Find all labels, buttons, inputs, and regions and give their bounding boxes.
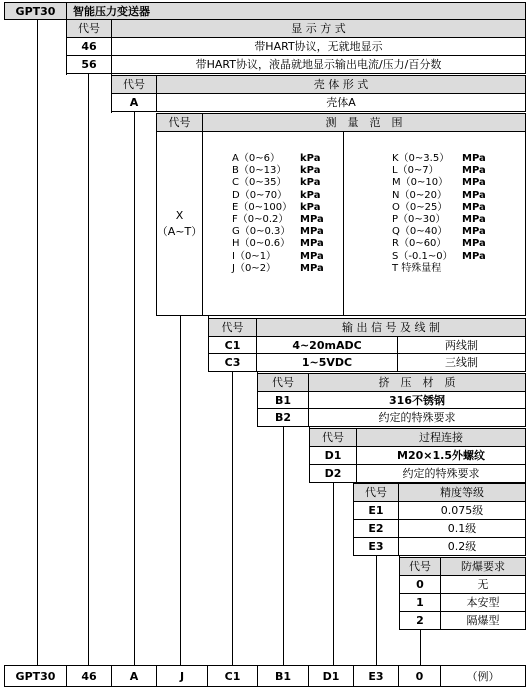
range-value: J（0~2） — [232, 262, 277, 274]
s3-code-header: 代号 — [156, 113, 203, 132]
s5-code-b1: B1 — [257, 391, 309, 409]
range-unit: MPa — [462, 177, 486, 189]
s3-x-range: （A~T） — [156, 224, 203, 238]
range-item — [232, 251, 324, 263]
range-item — [392, 226, 486, 238]
s3-code-x — [156, 131, 203, 316]
range-value: K（0~3.5） — [392, 153, 450, 164]
connector-line — [180, 315, 181, 665]
range-value: N（0~20） — [392, 189, 447, 201]
range-value: L（0~7） — [392, 165, 439, 177]
connector-line — [232, 371, 233, 665]
range-unit: MPa — [462, 153, 486, 164]
range-item — [392, 214, 486, 226]
s1-title: 显 示 方 式 — [111, 19, 526, 38]
connector-line — [111, 73, 112, 113]
s7-code-e3: E3 — [353, 537, 399, 556]
s6-title: 过程连接 — [356, 428, 526, 447]
s1-text-46: 带HART协议，无就地显示 — [111, 37, 526, 56]
s7-code-header: 代号 — [353, 483, 399, 502]
range-item — [392, 177, 486, 189]
s7-code-e1: E1 — [353, 501, 399, 520]
example-code-display: 46 — [66, 665, 112, 687]
s8-code-2: 2 — [399, 611, 441, 630]
s4-code-c1: C1 — [208, 336, 257, 354]
range-unit: MPa — [300, 238, 324, 250]
range-value: T 特殊量程 — [392, 262, 442, 274]
s8-title: 防爆要求 — [440, 557, 526, 576]
connector-line — [420, 629, 526, 630]
example-code-output: C1 — [207, 665, 258, 687]
s6-text-d1: M20×1.5外螺纹 — [356, 446, 526, 465]
range-value: I（0~1） — [232, 250, 277, 262]
range-list-right — [392, 153, 486, 275]
range-item — [232, 190, 324, 202]
s1-code-46: 46 — [66, 37, 112, 56]
s8-code-0: 0 — [399, 575, 441, 594]
s4-code-c3: C3 — [208, 353, 257, 372]
s7-text-e2: 0.1级 — [398, 519, 526, 538]
range-value: Q（0~40） — [392, 226, 448, 238]
s2-code-header: 代号 — [111, 75, 157, 94]
range-item — [392, 153, 486, 165]
range-item — [232, 226, 324, 238]
range-value: G（0~0.3） — [232, 226, 291, 238]
s3-x-label: X — [175, 208, 184, 222]
range-value: O（0~25） — [392, 201, 448, 213]
s4-wire-c3: 三线制 — [397, 353, 526, 372]
range-unit: kPa — [300, 165, 321, 177]
range-item — [392, 165, 486, 177]
range-value: R（0~60） — [392, 238, 447, 250]
connector-line — [37, 20, 38, 665]
s2-code-a: A — [111, 93, 157, 112]
connector-line — [333, 482, 334, 665]
connector-line — [111, 111, 526, 112]
range-unit: kPa — [300, 177, 321, 189]
s1-code-header: 代号 — [66, 19, 112, 38]
range-item — [392, 263, 486, 275]
range-value: A（0~6） — [232, 153, 280, 164]
s3-title: 测 量 范 围 — [202, 113, 526, 132]
range-value: S（-0.1~0） — [392, 250, 453, 262]
range-unit: MPa — [300, 250, 324, 262]
s8-text-0: 无 — [440, 575, 526, 594]
example-code-housing: A — [111, 665, 157, 687]
connector-line — [376, 555, 377, 665]
example-code-range: J — [156, 665, 208, 687]
s4-wire-c1: 两线制 — [397, 336, 526, 354]
range-item — [392, 251, 486, 263]
s8-text-1: 本安型 — [440, 593, 526, 612]
connector-line — [376, 555, 526, 556]
example-code-connection: D1 — [308, 665, 354, 687]
connector-line — [420, 629, 421, 665]
example-code-accuracy: E3 — [353, 665, 399, 687]
range-unit: MPa — [300, 226, 324, 238]
s5-text-b2: 约定的特殊要求 — [308, 408, 526, 427]
s7-text-e3: 0.2级 — [398, 537, 526, 556]
s6-code-d2: D2 — [309, 464, 357, 483]
connector-line — [333, 482, 526, 483]
range-unit: MPa — [462, 214, 486, 226]
s8-code-header: 代号 — [399, 557, 441, 576]
s7-code-e2: E2 — [353, 519, 399, 538]
s6-text-d2: 约定的特殊要求 — [356, 464, 526, 483]
model-label: GPT30 — [4, 2, 67, 20]
range-unit: MPa — [462, 250, 486, 262]
example-code-model: GPT30 — [4, 665, 67, 687]
example-code-explosion: 0 — [398, 665, 441, 687]
s4-title: 输 出 信 号 及 线 制 — [256, 318, 526, 337]
range-unit: MPa — [300, 214, 324, 226]
s7-title: 精度等级 — [398, 483, 526, 502]
range-item — [232, 165, 324, 177]
connector-line — [66, 73, 526, 74]
range-unit: MPa — [462, 201, 486, 213]
range-value: M（0~10） — [392, 177, 449, 189]
s5-code-b2: B2 — [257, 408, 309, 427]
example-code-material: B1 — [257, 665, 309, 687]
range-item — [232, 177, 324, 189]
s1-code-56: 56 — [66, 55, 112, 74]
range-value: P（0~30） — [392, 214, 446, 226]
s1-text-56: 带HART协议，液晶就地显示输出电流/压力/百分数 — [111, 55, 526, 74]
connector-line — [283, 426, 526, 427]
range-unit: kPa — [300, 189, 321, 201]
s6-code-header: 代号 — [309, 428, 357, 447]
s5-title: 挤 压 材 质 — [308, 373, 526, 392]
s5-code-header: 代号 — [257, 373, 309, 392]
range-value: B（0~13） — [232, 165, 287, 177]
range-unit: MPa — [462, 238, 486, 250]
s2-title: 壳 体 形 式 — [156, 75, 526, 94]
s4-code-header: 代号 — [208, 318, 257, 337]
connector-line — [88, 73, 89, 665]
range-value: D（0~70） — [232, 189, 288, 201]
range-item — [232, 202, 324, 214]
range-item — [232, 263, 324, 275]
range-unit: kPa — [300, 201, 321, 213]
s7-text-e1: 0.075级 — [398, 501, 526, 520]
connector-line — [283, 426, 284, 665]
connector-line — [180, 315, 526, 316]
range-item — [232, 238, 324, 250]
s8-text-2: 隔爆型 — [440, 611, 526, 630]
range-value: H（0~0.6） — [232, 238, 291, 250]
range-item — [392, 202, 486, 214]
range-unit: MPa — [462, 189, 486, 201]
range-item — [232, 153, 324, 165]
range-unit: MPa — [462, 165, 486, 177]
range-value: C（0~35） — [232, 177, 287, 189]
range-unit: MPa — [300, 262, 324, 274]
example-note: （例） — [440, 665, 526, 687]
range-unit: kPa — [300, 153, 321, 164]
s5-text-b1: 316不锈钢 — [308, 391, 526, 409]
connector-line — [134, 111, 135, 665]
s4-text-c3: 1~5VDC — [256, 353, 398, 372]
s4-text-c1: 4~20mADC — [256, 336, 398, 354]
range-value: E（0~100） — [232, 201, 293, 213]
s8-code-1: 1 — [399, 593, 441, 612]
range-unit: MPa — [462, 226, 486, 238]
range-list-left — [232, 153, 324, 275]
connector-line — [66, 20, 67, 75]
s2-text-a: 壳体A — [156, 93, 526, 112]
range-item — [232, 214, 324, 226]
s6-code-d1: D1 — [309, 446, 357, 465]
range-item — [392, 238, 486, 250]
range-item — [392, 190, 486, 202]
product-title: 智能压力变送器 — [66, 2, 526, 20]
connector-line — [232, 371, 526, 372]
range-value: F（0~0.2） — [232, 214, 289, 226]
